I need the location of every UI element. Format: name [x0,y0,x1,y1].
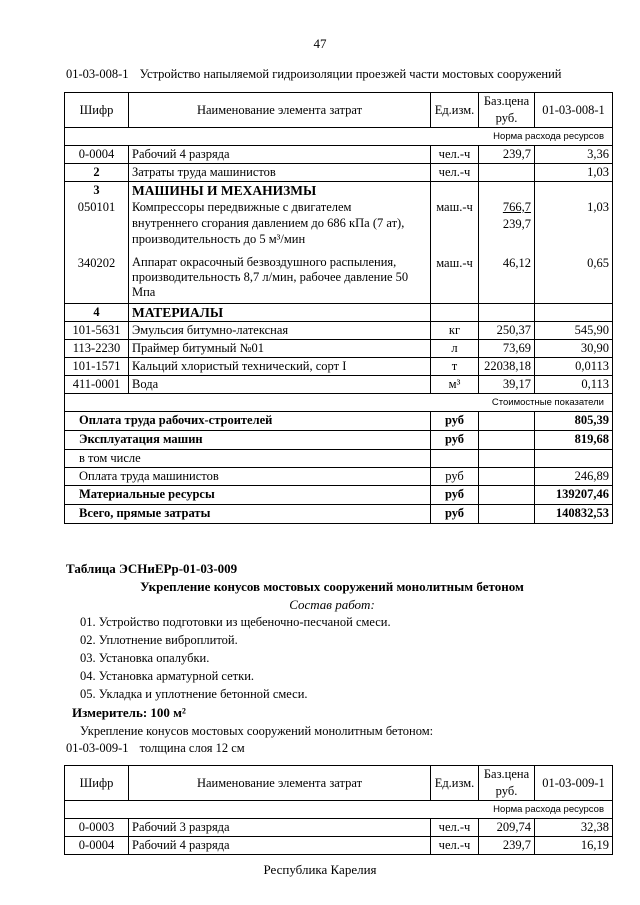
row-value: 1,03 [535,164,613,182]
row-name-line: производительность до 5 м³/мин [132,232,306,246]
section-code: 01-03-008-1 [66,67,129,81]
row-code: 4 [65,303,129,321]
summary-row [65,504,613,523]
table-row [65,199,613,255]
header-price-l1: Баз.цена [483,94,530,108]
summary-unit: руб [431,504,479,523]
header-price [479,93,535,128]
summary-name: Оплата труда машинистов [65,467,431,485]
work-item: 02. Уплотнение виброплитой. [80,633,238,647]
table-row [65,321,613,339]
header-unit: Ед.изм. [431,766,479,801]
summary-value: 140832,53 [535,504,613,523]
row-unit: л [431,339,479,357]
row-value: 16,19 [535,837,613,855]
row-value: 545,90 [535,321,613,339]
row-name: Рабочий 4 разряда [129,837,431,855]
page-number: 47 [313,36,327,51]
table-row [65,339,613,357]
row-code: 113-2230 [65,339,129,357]
work-item: 04. Установка арматурной сетки. [80,669,255,683]
row-unit: чел.-ч [431,837,479,855]
row-code: 050101 [65,199,129,255]
row-code: 411-0001 [65,375,129,393]
row-name: Рабочий 3 разряда [129,819,431,837]
header-price-l1: Баз.цена [483,767,530,781]
row-unit: чел.-ч [431,146,479,164]
norm-label: Норма расхода ресурсов [65,128,613,146]
row-unit: маш.-ч [431,199,479,255]
footer-region: Республика Карелия [263,862,377,877]
row-value: 1,03 [535,199,613,255]
meter-description: Укрепление конусов мостовых сооружений монолитным бетоном: [80,724,434,738]
row-unit: маш.-ч [431,255,479,303]
section-title [66,67,562,82]
row-price: 239,7 [479,837,535,855]
row-price [479,164,535,182]
summary-row [65,430,613,449]
row-value: 0,65 [535,255,613,303]
row-value: 30,90 [535,339,613,357]
item-description: толщина слоя 12 см [139,741,245,755]
summary-row [65,449,613,467]
row-name-line: внутреннего сгорания давлением до 686 кПа (7 ат), [132,216,405,230]
summary-row [65,467,613,485]
summary-row [65,411,613,430]
table-row [65,357,613,375]
work-item: 03. Установка опалубки. [80,651,210,665]
summary-value: 246,89 [535,467,613,485]
row-name: Вода [129,375,431,393]
summary-unit: руб [431,467,479,485]
summary-row [65,485,613,504]
row-code: 0-0004 [65,146,129,164]
row-unit: кг [431,321,479,339]
row-unit: т [431,357,479,375]
row-name [129,255,431,303]
row-price-b: 239,7 [502,217,531,231]
row-code: 101-1571 [65,357,129,375]
row-value: 0,113 [535,375,613,393]
summary-name: Эксплуатация машин [65,430,431,449]
group-heading: МАТЕРИАЛЫ [129,303,431,321]
row-code: 0-0003 [65,819,129,837]
work-item: 01. Устройство подготовки из щебеночно-песчаной смеси. [80,615,391,629]
table-row [65,146,613,164]
header-code: Шифр [65,93,129,128]
resource-table-1 [64,92,613,524]
summary-value: 805,39 [535,411,613,430]
row-value: 32,38 [535,819,613,837]
row-name-line: производительность 8,7 л/мин, рабочее давление 50 [132,270,409,284]
row-name [129,199,431,255]
row-price [479,199,535,255]
row-price: 39,17 [479,375,535,393]
item-line [66,741,245,756]
header-price-l2: руб. [495,784,518,798]
summary-name: в том числе [65,449,431,467]
summary-value: 139207,46 [535,485,613,504]
row-price: 250,37 [479,321,535,339]
row-code: 2 [65,164,129,182]
row-code: 340202 [65,255,129,303]
header-norm: 01-03-009-1 [535,766,613,801]
table-row-group [65,182,613,200]
row-value: 3,36 [535,146,613,164]
header-norm: 01-03-008-1 [535,93,613,128]
table2-title: Таблица ЭСНиЕРр-01-03-009 [66,561,238,576]
table2-subtitle: Укрепление конусов мостовых сооружений монолитным бетоном [140,579,524,594]
row-name: Затраты труда машинистов [129,164,431,182]
row-name: Кальций хлористый технический, сорт I [129,357,431,375]
row-value: 0,0113 [535,357,613,375]
table-row [65,164,613,182]
row-unit: м³ [431,375,479,393]
row-name: Эмульсия битумно-латексная [129,321,431,339]
table-row [65,819,613,837]
header-price-l2: руб. [495,111,518,125]
row-name: Праймер битумный №01 [129,339,431,357]
norm-label: Норма расхода ресурсов [65,801,613,819]
row-price: 22038,18 [479,357,535,375]
summary-value: 819,68 [535,430,613,449]
row-price: 73,69 [479,339,535,357]
row-price: 46,12 [479,255,535,303]
table-row [65,837,613,855]
row-name: Рабочий 4 разряда [129,146,431,164]
summary-unit: руб [431,485,479,504]
summary-name: Оплата труда рабочих-строителей [65,411,431,430]
row-unit: чел.-ч [431,819,479,837]
item-code: 01-03-009-1 [66,741,129,755]
row-code: 3 [65,182,129,200]
header-code: Шифр [65,766,129,801]
summary-name: Всего, прямые затраты [65,504,431,523]
section-title-text: Устройство напыляемой гидроизоляции проезжей части мостовых сооружений [139,67,562,81]
table-row [65,375,613,393]
row-name-line: Аппарат окрасочный безвоздушного распыления, [132,255,397,269]
table-row-group [65,303,613,321]
summary-name: Материальные ресурсы [65,485,431,504]
group-heading: МАШИНЫ И МЕХАНИЗМЫ [129,182,431,200]
table-row [65,255,613,303]
composition-heading: Состав работ: [289,597,375,612]
header-price [479,766,535,801]
header-unit: Ед.изм. [431,93,479,128]
cost-label: Стоимостные показатели [65,393,613,411]
resource-table-2 [64,765,613,855]
work-item: 05. Укладка и уплотнение бетонной смеси. [80,687,308,701]
row-unit: чел.-ч [431,164,479,182]
row-price: 209,74 [479,819,535,837]
row-price: 239,7 [479,146,535,164]
meter-label: Измеритель: 100 м² [72,705,186,720]
header-name: Наименование элемента затрат [129,766,431,801]
summary-unit: руб [431,411,479,430]
row-code: 0-0004 [65,837,129,855]
summary-unit: руб [431,430,479,449]
row-name-line: Мпа [132,285,156,299]
row-name-line: Компрессоры передвижные с двигателем [132,200,352,214]
row-code: 101-5631 [65,321,129,339]
row-price-a: 766,7 [502,200,531,214]
header-name: Наименование элемента затрат [129,93,431,128]
